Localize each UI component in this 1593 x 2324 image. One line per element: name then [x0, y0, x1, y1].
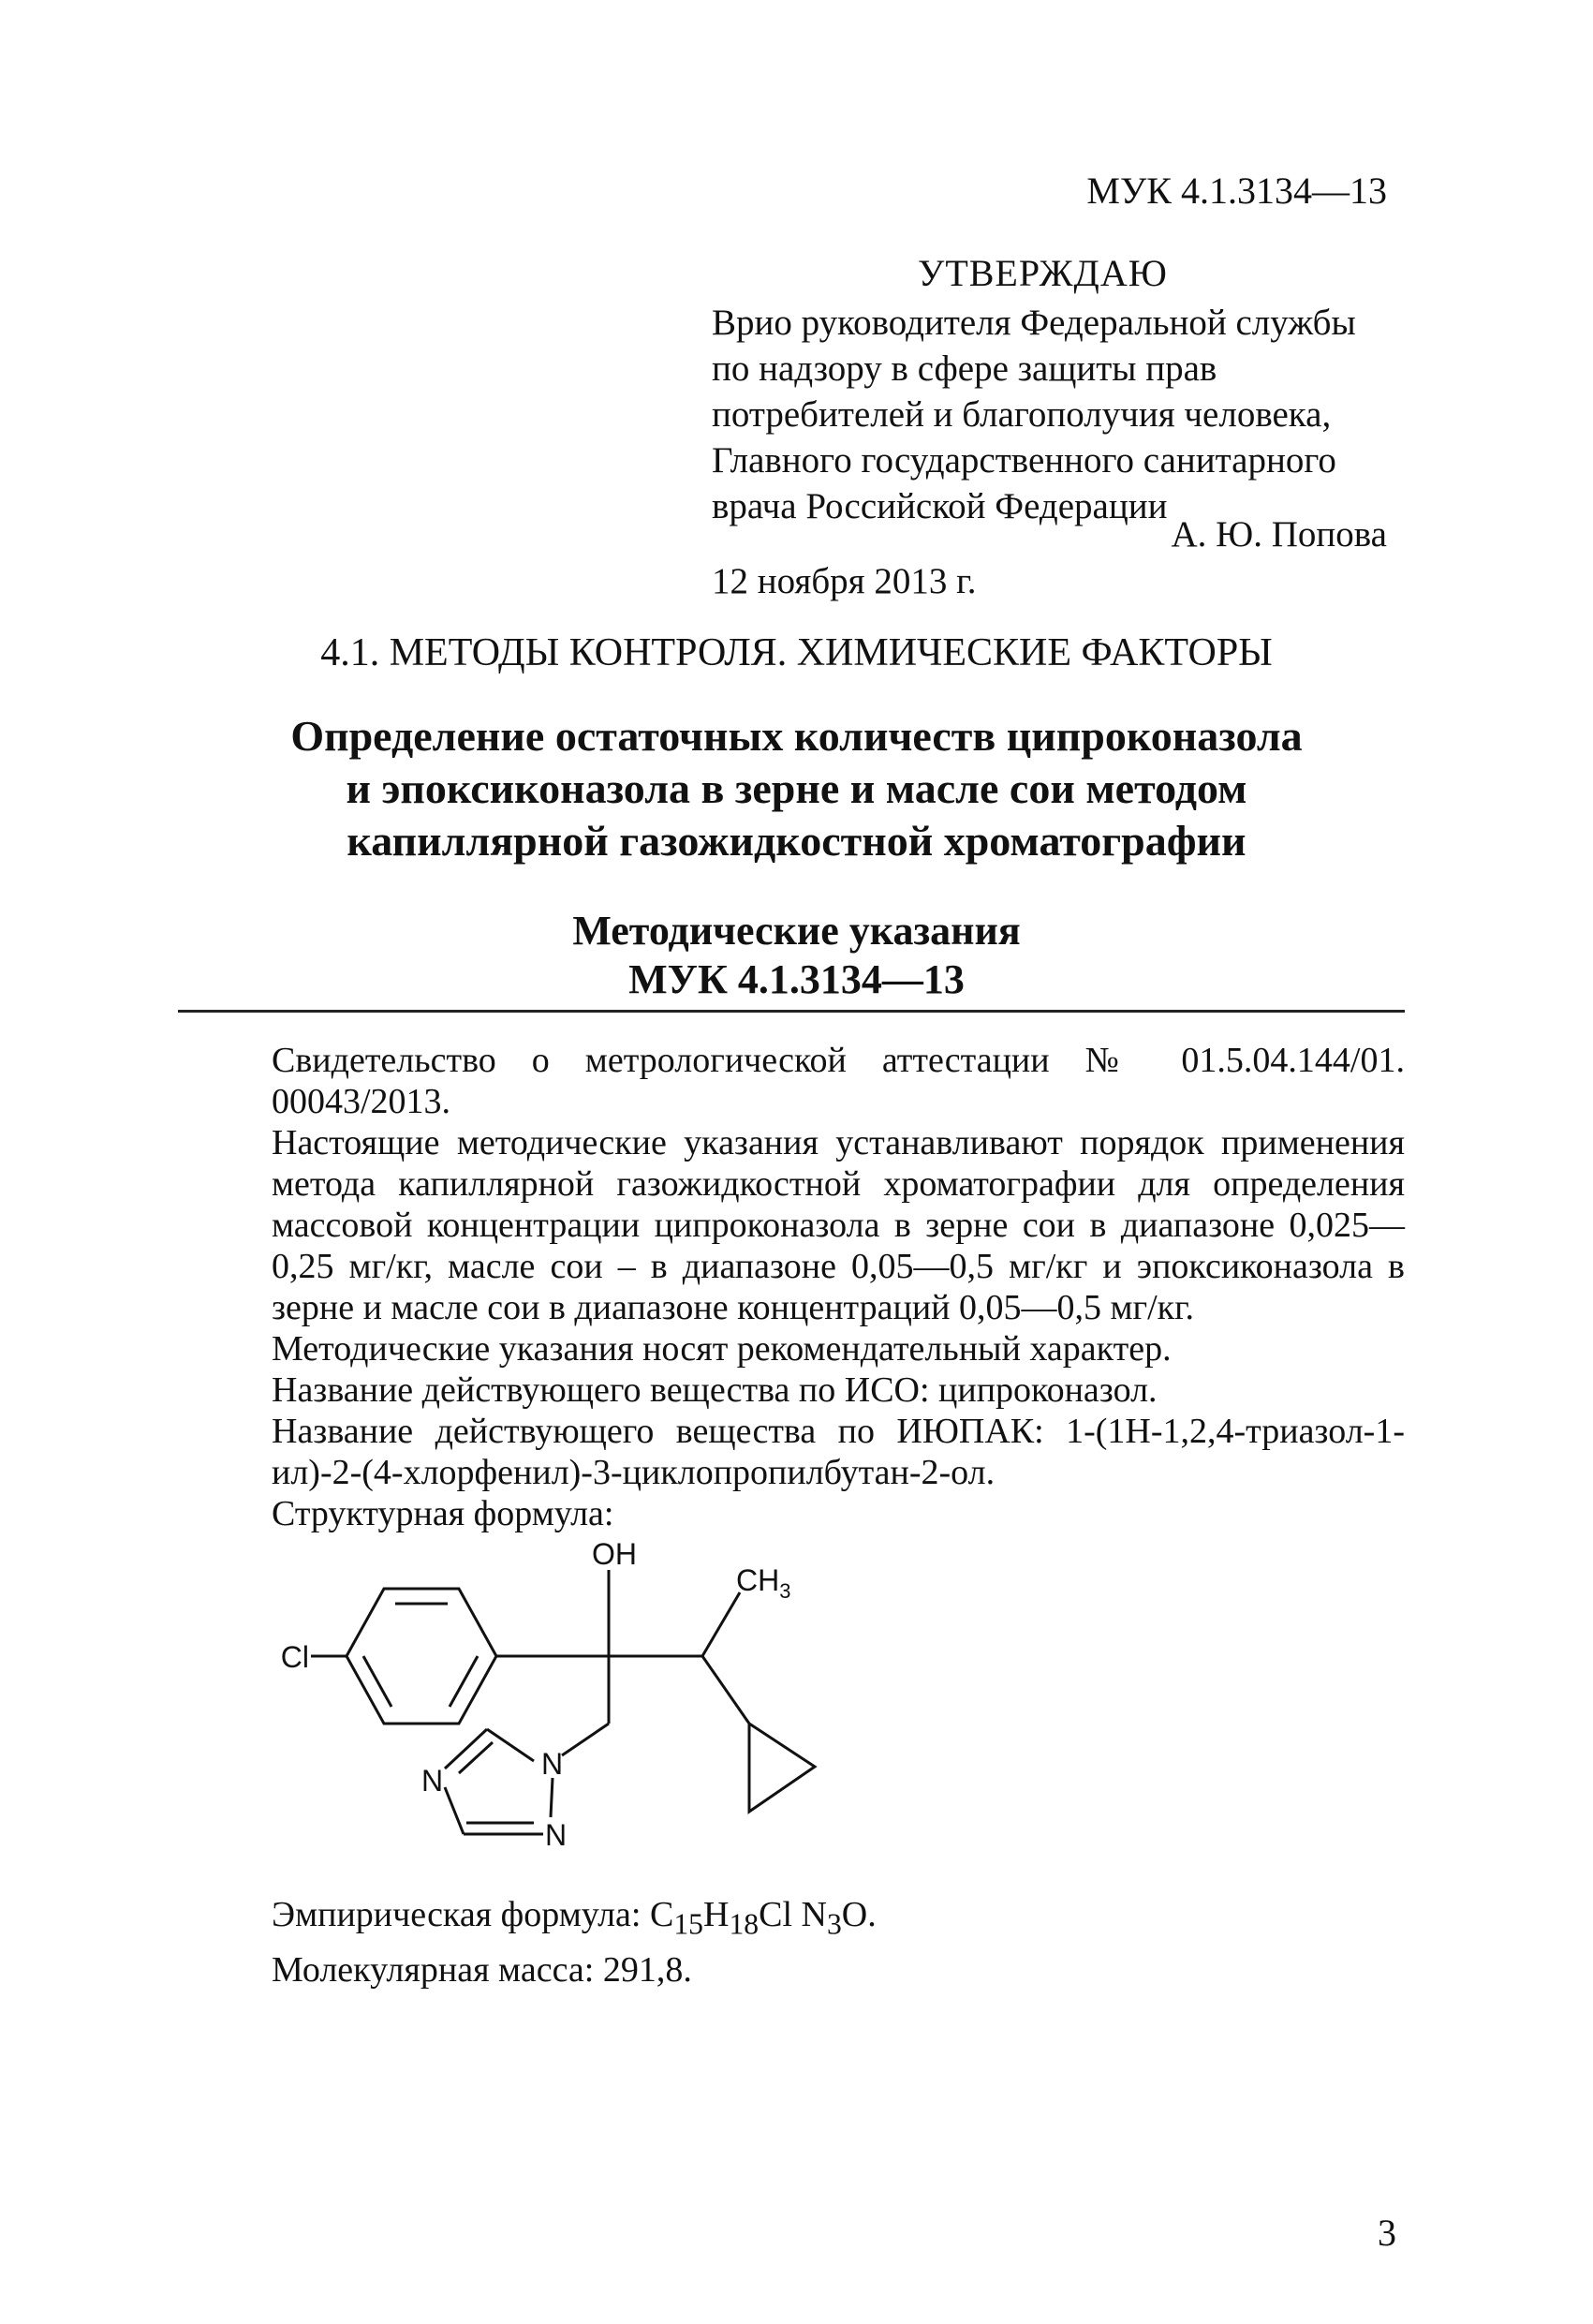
structural-formula-label: Структурная формула: [272, 1494, 614, 1533]
approval-date: 12 ноября 2013 г. [712, 561, 977, 601]
title-line: и эпоксиконазола в зерне и масле сои методом [346, 764, 1247, 812]
approval-authority [712, 300, 1423, 529]
empirical-formula [272, 1892, 877, 1947]
iupac-name-paragraph: Название действующего вещества по ИЮПАК: 1-(1Н-1,2,4-триазол-1-ил)-2-(4-хлорфенил)-3-циклопропилбутан-2-ол. [272, 1412, 1405, 1492]
molecular-mass: Молекулярная масса: 291,8. [272, 1949, 692, 1990]
ch3-label [736, 1563, 790, 1603]
authority-line: Врио руководителя Федеральной службы [712, 303, 1356, 343]
authority-line: по надзору в сфере защиты прав [712, 348, 1217, 389]
authority-line: врача Российской Федерации [712, 486, 1168, 526]
signer-name: А. Ю. Попова [1171, 514, 1387, 555]
scope-paragraph: Настоящие методические указания устанавливают порядок применения метода капиллярной газожидкостной хроматографии для определения массовой концентрации ципроконазола в зерне сои в диапазоне 0,025—0,25 мг/кг, масле сои – в диапазоне 0,05—0,5 мг/кг и эпоксиконазола в зерне и масле сои в диапазоне концентраций 0,05—0,5 мг/кг. [272, 1123, 1405, 1327]
n3-label: N [545, 1818, 568, 1852]
formula-h-count: 18 [729, 1907, 760, 1941]
formula-n-count: 3 [826, 1907, 842, 1941]
formula-c-count: 15 [673, 1907, 703, 1941]
approve-heading: УТВЕРЖДАЮ [918, 252, 1168, 294]
body-text [272, 1040, 1405, 1534]
certificate-paragraph: Свидетельство о метрологической аттестации № 01.5.04.144/01. 00043/2013. [272, 1041, 1405, 1121]
formula-cl-n: Cl N [759, 1895, 827, 1934]
advisory-paragraph: Методические указания носят рекомендательный характер. [272, 1329, 1172, 1369]
subtitle-line: Методические указания [572, 908, 1021, 954]
structural-formula [253, 1516, 908, 1881]
formula-details [272, 1892, 877, 1992]
oh-label: OH [592, 1537, 637, 1571]
n1-label: N [541, 1747, 564, 1781]
formula-h: H [703, 1895, 730, 1934]
authority-line: Главного государственного санитарного [712, 440, 1336, 481]
benzene-ring [347, 1589, 496, 1724]
empirical-label: Эмпирическая формула: [272, 1895, 650, 1934]
section-heading: 4.1. МЕТОДЫ КОНТРОЛЯ. ХИМИЧЕСКИЕ ФАКТОРЫ [320, 631, 1273, 674]
subtitle-code: МУК 4.1.3134—13 [628, 956, 965, 1002]
triazole-ring [487, 1729, 534, 1761]
formula-c: C [649, 1895, 674, 1934]
authority-line: потребителей и благополучия человека, [712, 394, 1332, 435]
n2-label: N [421, 1764, 444, 1798]
title-line: капиллярной газожидкостной хроматографии [347, 817, 1246, 865]
document-title [0, 710, 1593, 867]
ch3-main: CH [736, 1563, 780, 1597]
cl-label: Cl [280, 1640, 309, 1674]
document-code: МУК 4.1.3134—13 [1086, 170, 1387, 212]
horizontal-rule [178, 1010, 1405, 1013]
cyclopropyl-ring [749, 1724, 815, 1812]
title-line: Определение остаточных количеств ципроконазола [290, 712, 1303, 760]
page-number: 3 [1378, 2212, 1396, 2254]
ch3-sub: 3 [779, 1579, 791, 1603]
iso-name-paragraph: Название действующего вещества по ИСО: ципроконазол. [272, 1370, 1158, 1410]
document-subtitle [0, 907, 1593, 1004]
formula-o: O. [841, 1895, 877, 1934]
